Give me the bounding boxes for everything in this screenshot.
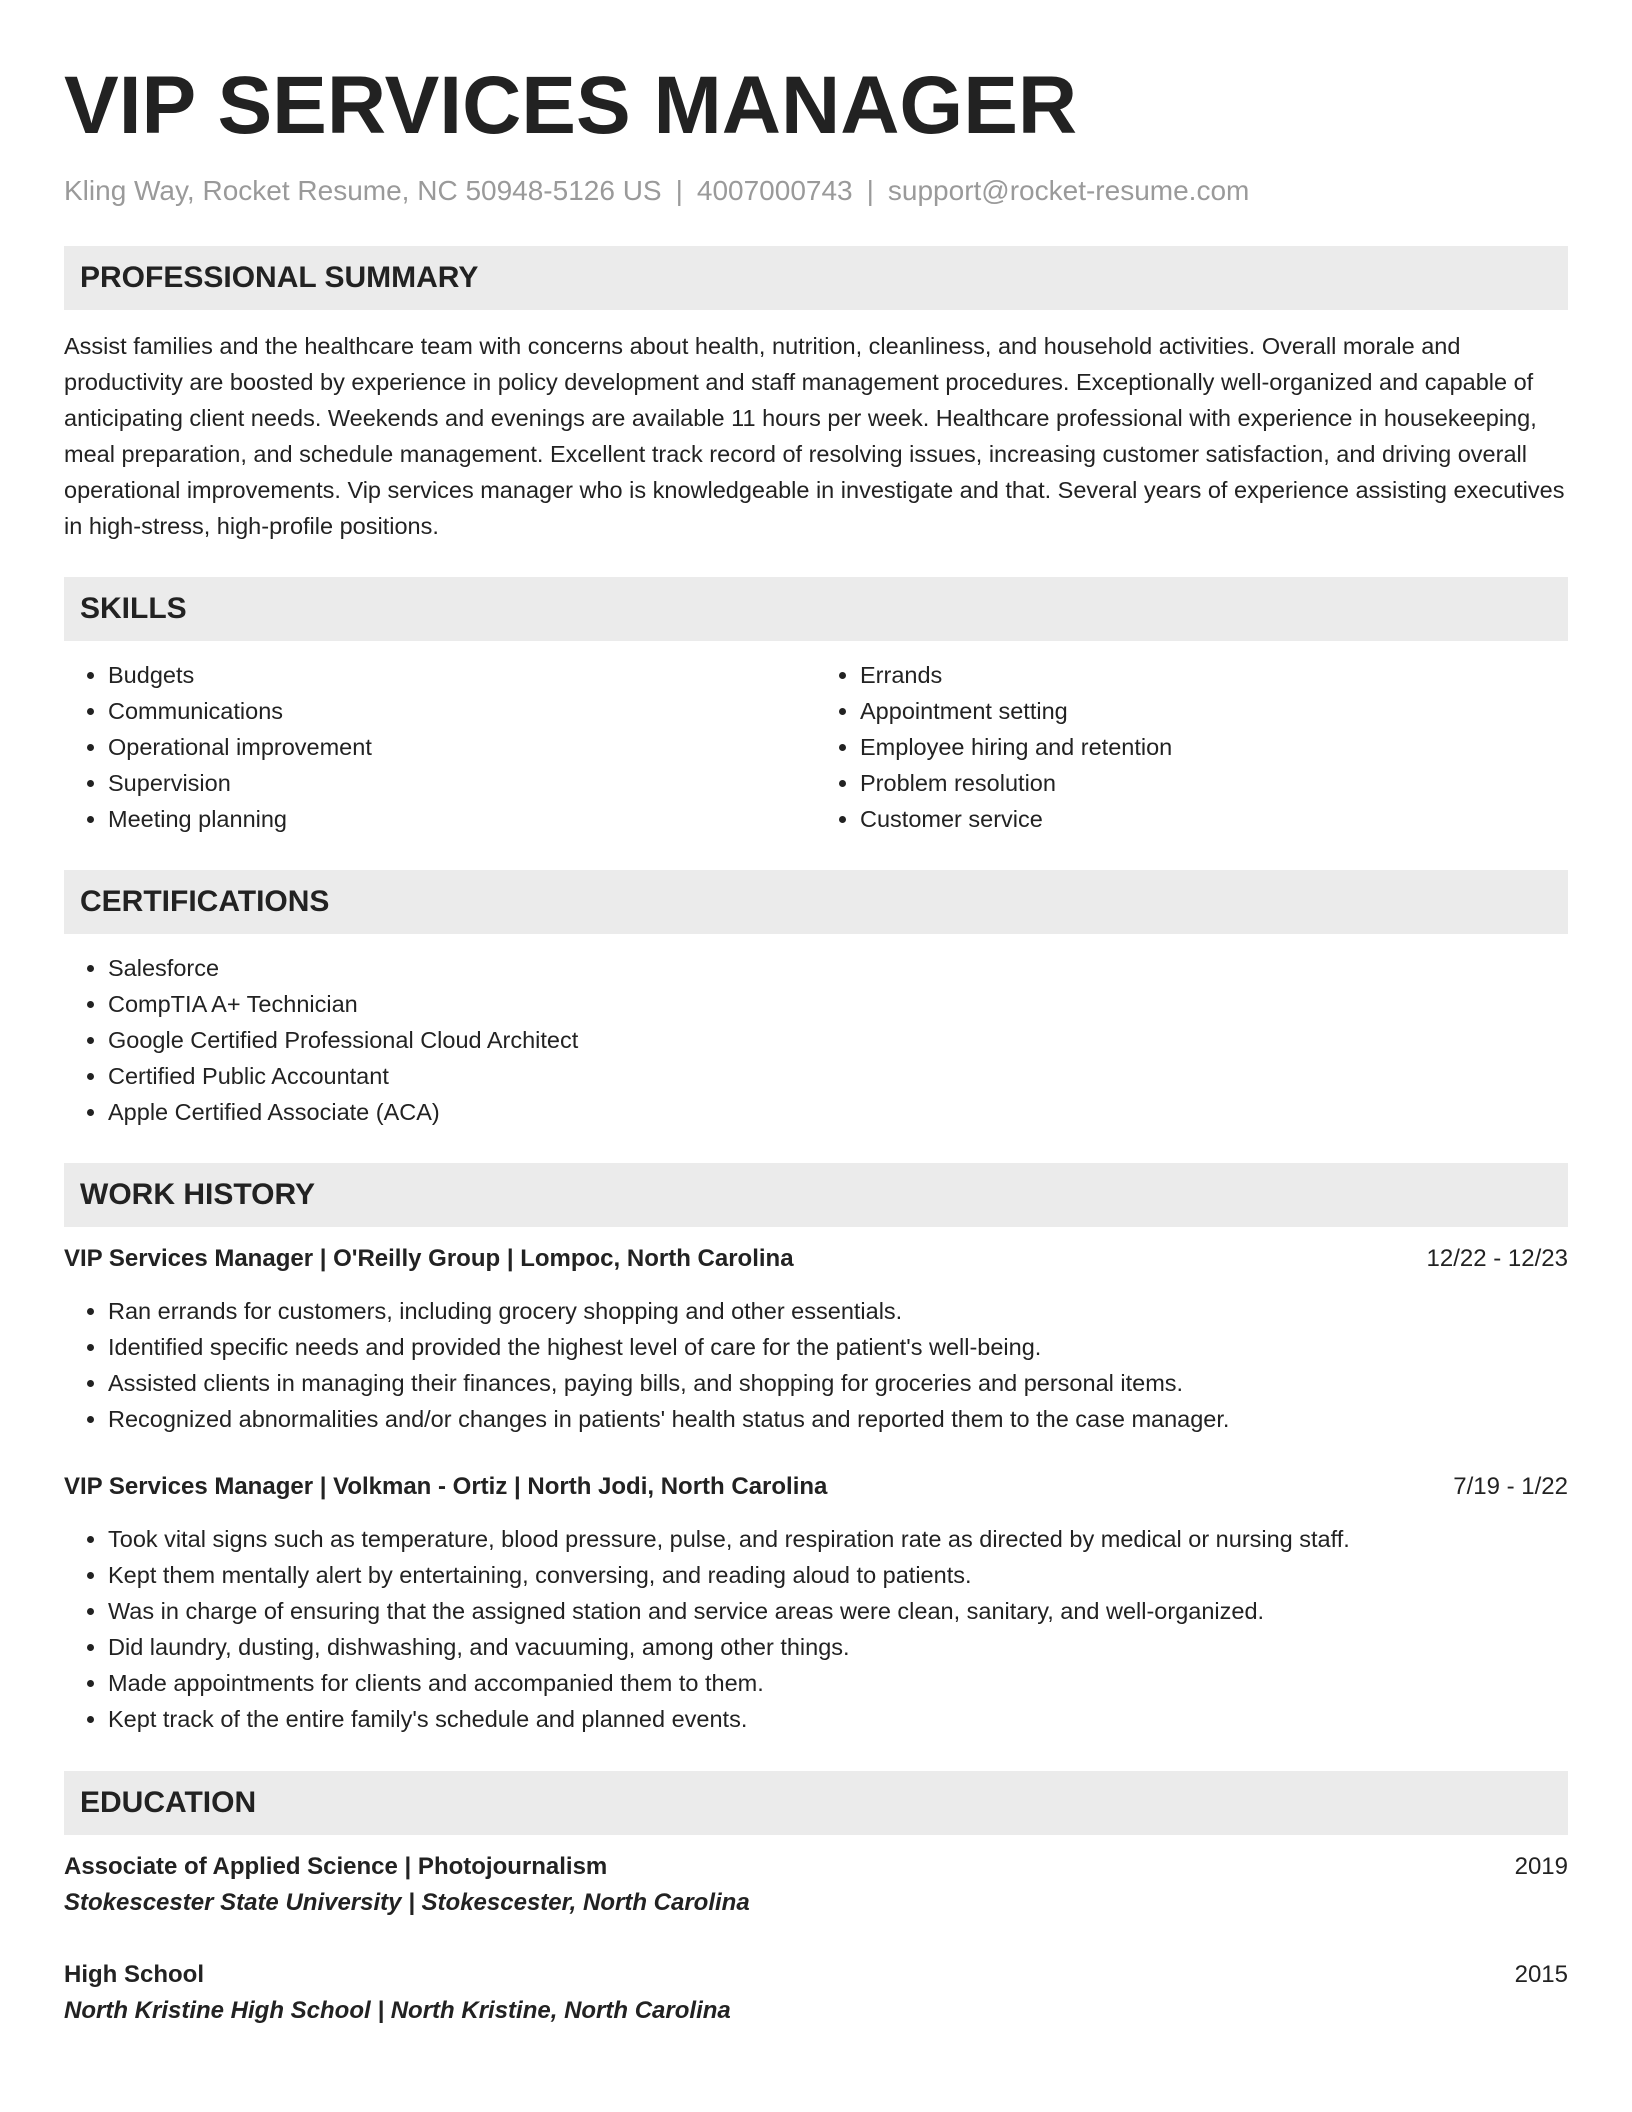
contact-separator: |	[866, 175, 874, 206]
certification-item: • Google Certified Professional Cloud Architect	[108, 1022, 1568, 1058]
contact-phone: 4007000743	[696, 175, 853, 206]
skill-item: • Customer service	[860, 801, 1568, 837]
skill-item: • Appointment setting	[860, 693, 1568, 729]
job-entry	[64, 1469, 1568, 1737]
job-bullet: • Was in charge of ensuring that the assigned station and service areas were clean, sanitary, and well-organized.	[108, 1593, 1568, 1629]
job-bullet: • Kept track of the entire family's schedule and planned events.	[108, 1701, 1568, 1737]
job-bullet: • Ran errands for customers, including grocery shopping and other essentials.	[108, 1293, 1568, 1329]
section-header-education: EDUCATION	[64, 1771, 1568, 1835]
education-school: North Kristine High School | North Kristine, North Carolina	[64, 1997, 731, 2024]
contact-separator: |	[675, 175, 683, 206]
skill-item: • Errands	[860, 657, 1568, 693]
contact-address: Kling Way, Rocket Resume, NC 50948-5126 US	[64, 175, 662, 206]
education-school: Stokescester State University | Stokescester, North Carolina	[64, 1889, 750, 1916]
job-bullet: • Did laundry, dusting, dishwashing, and vacuuming, among other things.	[108, 1629, 1568, 1665]
certification-item: • Apple Certified Associate (ACA)	[108, 1094, 1568, 1130]
job-header	[64, 1469, 1568, 1505]
skills-list-left	[64, 657, 816, 837]
skills-grid	[64, 657, 1568, 837]
job-heading: VIP Services Manager | Volkman - Ortiz | North Jodi, North Carolina	[64, 1473, 828, 1500]
contact-email: support@rocket-resume.com	[887, 175, 1250, 206]
resume-title: VIP SERVICES MANAGER	[64, 60, 1078, 151]
contact-line	[64, 174, 1568, 208]
job-bullet: • Assisted clients in managing their finances, paying bills, and shopping for groceries and personal items.	[108, 1365, 1568, 1401]
skills-column-right	[816, 657, 1568, 837]
job-bullet: • Identified specific needs and provided the highest level of care for the patient's well-being.	[108, 1329, 1568, 1365]
job-dates: 7/19 - 1/22	[1453, 1473, 1568, 1500]
skill-item: • Communications	[108, 693, 816, 729]
education-year: 2015	[1514, 1961, 1568, 1988]
education-degree: High School	[64, 1961, 204, 1988]
certification-item: • Salesforce	[108, 950, 1568, 986]
job-entry	[64, 1241, 1568, 1437]
section-header-skills: SKILLS	[64, 577, 1568, 641]
skill-item: • Employee hiring and retention	[860, 729, 1568, 765]
education-entry	[64, 1957, 1568, 2029]
section-header-certifications: CERTIFICATIONS	[64, 870, 1568, 934]
section-header-summary: PROFESSIONAL SUMMARY	[64, 246, 1568, 310]
education-year: 2019	[1514, 1853, 1568, 1880]
job-bullet: • Recognized abnormalities and/or changes in patients' health status and reported them to the case manager.	[108, 1401, 1568, 1437]
job-bullet: • Made appointments for clients and accompanied them to them.	[108, 1665, 1568, 1701]
job-dates: 12/22 - 12/23	[1426, 1245, 1568, 1272]
certification-item: • CompTIA A+ Technician	[108, 986, 1568, 1022]
job-bullet: • Took vital signs such as temperature, blood pressure, pulse, and respiration rate as directed by medical or nursing staff.	[108, 1521, 1568, 1557]
skills-column-left	[64, 657, 816, 837]
education-degree: Associate of Applied Science | Photojournalism	[64, 1853, 608, 1880]
job-bullet: • Kept them mentally alert by entertaining, conversing, and reading aloud to patients.	[108, 1557, 1568, 1593]
education-header	[64, 1849, 1568, 1885]
job-bullets	[64, 1521, 1568, 1737]
skill-item: • Operational improvement	[108, 729, 816, 765]
education-entry	[64, 1849, 1568, 1921]
skills-list-right	[816, 657, 1568, 837]
skill-item: • Meeting planning	[108, 801, 816, 837]
skill-item: • Problem resolution	[860, 765, 1568, 801]
certifications-list	[64, 950, 1568, 1130]
education-header	[64, 1957, 1568, 1993]
summary-text: Assist families and the healthcare team with concerns about health, nutrition, cleanliness, and household activities. Overall morale and productivity are boosted by experience in policy development and staff management procedures. Exceptionally well-organized and capable of anticipating client needs. Weekends and evenings are available 11 hours per week. Healthcare professional with experience in housekeeping, meal preparation, and schedule management. Excellent track record of resolving issues, increasing customer satisfaction, and driving overall operational improvements. Vip services manager who is knowledgeable in investigate and that. Several years of experience assisting executives in high-stress, high-profile positions.	[64, 333, 1565, 539]
section-header-work-history: WORK HISTORY	[64, 1163, 1568, 1227]
job-header	[64, 1241, 1568, 1277]
certification-item: • Certified Public Accountant	[108, 1058, 1568, 1094]
skill-item: • Budgets	[108, 657, 816, 693]
job-bullets	[64, 1293, 1568, 1437]
job-heading: VIP Services Manager | O'Reilly Group | Lompoc, North Carolina	[64, 1245, 794, 1272]
skill-item: • Supervision	[108, 765, 816, 801]
